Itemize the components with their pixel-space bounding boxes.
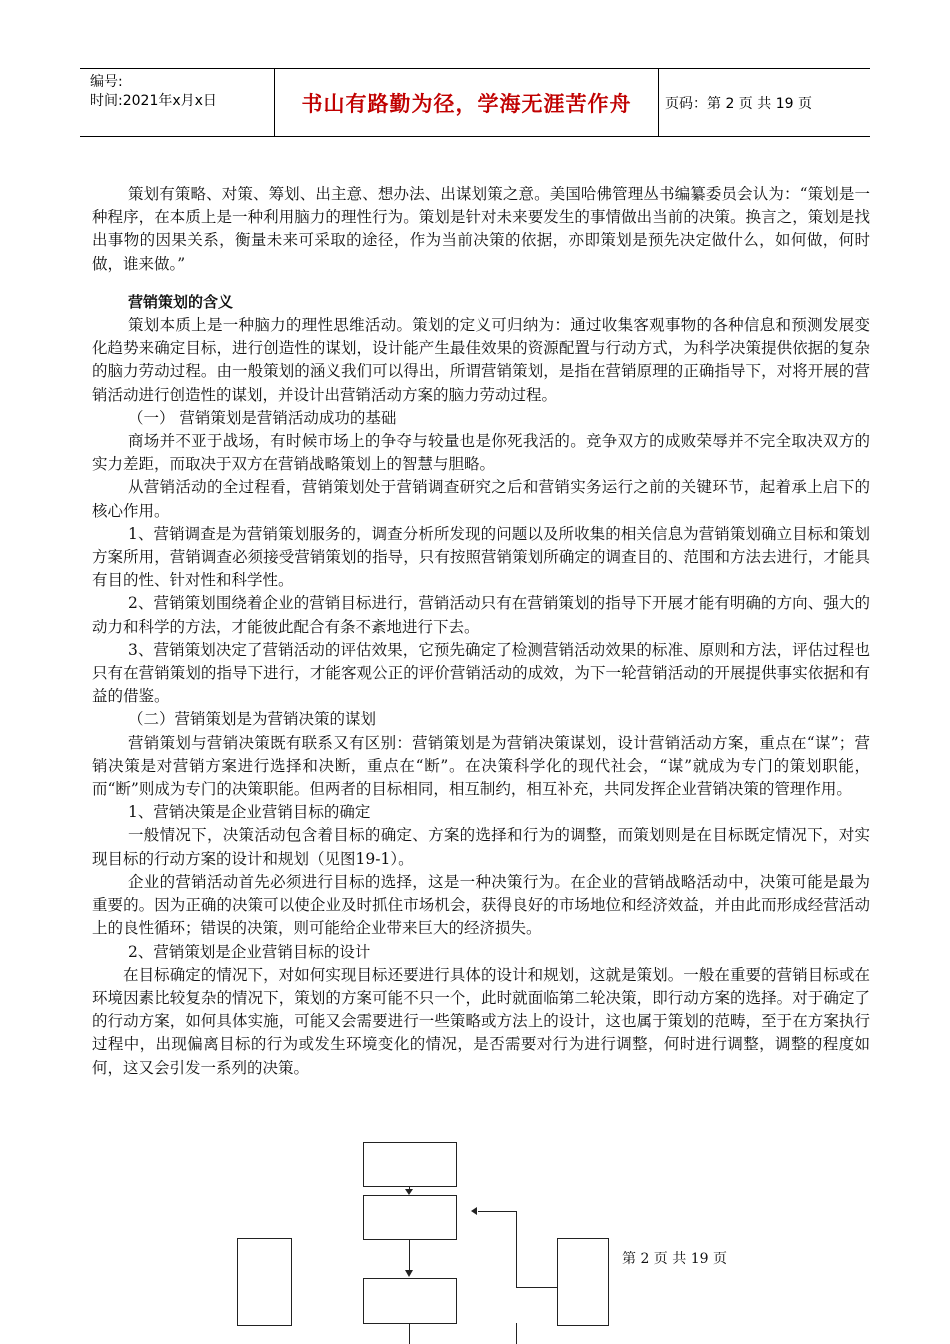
header-motto: 书山有路勤为径，学海无涯苦作舟 [301,91,632,116]
paragraph: 2、营销策划是企业营销目标的设计 [128,942,371,961]
doc-number: 编号: [90,74,123,90]
paragraph: 1、营销调查是为营销策划服务的，调查分析所发现的问题以及所收集的相关信息为营销策划确立目标和策划方案所用，营销调查必须接受营销策划的指导，只有按照营销策划所确定的调查目的、范围和方法去进行，才能具有目的性、针对性和科学性。 [92,524,870,590]
paragraph: 商场并不亚于战场，有时候市场上的争夺与较量也是你死我活的。竞争双方的成败荣辱并不完全取决双方的实力差距，而取决于双方在营销战略策划上的智慧与胆略。 [92,432,870,474]
arrow-down-icon [405,1270,413,1277]
arrow-down-icon [405,1189,413,1195]
subsection-heading: （二）营销策划是为营销决策的谋划 [128,710,377,729]
arrow-left-icon [471,1207,477,1215]
paragraph: 营销策划与营销决策既有联系又有区别：营销策划是为营销决策谋划，设计营销活动方案，重点在“谋”；营销决策是对营销方案进行选择和决断，重点在“断”。在决策科学化的现代社会，“谋”就成为专门的策划职能，而“断”则成为专门的决策职能。但两者的目标相同，相互制约，相互补充，共同发挥企业营销决策的管理作用。 [92,733,870,799]
subsection-heading: （一） 营销策划是营销活动成功的基础 [128,408,397,427]
paragraph: 企业的营销活动首先必须进行目标的选择，这是一种决策行为。在企业的营销战略活动中，决策可能是最为重要的。因为正确的决策可以使企业及时抓住市场机会，获得良好的市场地位和经济效益，并由此而形成经营活动上的良性循环；错误的决策，则可能给企业带来巨大的经济损失。 [92,872,870,938]
paragraph: 在目标确定的情况下，对如何实现目标还要进行具体的设计和规划，这就是策划。一般在重要的营销目标或在环境因素比较复杂的情况下，策划的方案可能不只一个，此时就面临第二轮决策，即行动方案的选择。对于确定了的行动方案，如何具体实施，可能又会需要进行一些策略或方法上的设计，这也属于策划的范畴，至于在方案执行过程中，出现偏离目标的行为或发生环境变化的情况，是否需要对行为进行调整，何时进行调整，调整的程度如何，这又会引发一系列的决策。 [92,965,870,1077]
footer-page-number: 第 2 页 共 19 页 [620,1248,729,1268]
paragraph: 策划有策略、对策、筹划、出主意、想办法、出谋划策之意。美国哈佛管理丛书编纂委员会认为：“策划是一种程序，在本质上是一种利用脑力的理性行为。策划是针对未来要发生的事情做出当前的决策。换言之，策划是找出事物的因果关系，衡量未来可采取的途径，作为当前决策的依据，亦即策划是预先决定做什么，如何做，何时做，谁来做。” [92,185,870,273]
paragraph: 一般情况下，决策活动包含着目标的确定、方案的选择和行为的调整，而策划则是在目标既定情况下，对实现目标的行动方案的设计和规划（见图19-1）。 [92,826,870,868]
doc-time: 时间:2021年x月x日 [90,93,217,109]
paragraph: 3、营销策划决定了营销活动的评估效果，它预先确定了检测营销活动效果的标准、原则和方法，评估过程也只有在营销策划的指导下进行，才能客观公正的评价营销活动的成效，为下一轮营销活动的开展提供事实依据和有益的借鉴。 [92,640,870,706]
paragraph: 1、营销决策是企业营销目标的确定 [128,803,371,822]
paragraph: 2、营销策划围绕着企业的营销目标进行，营销活动只有在营销策划的指导下开展才能有明确的方向、强大的动力和科学的方法，才能彼此配合有条不紊地进行下去。 [92,594,870,636]
paragraph: 策划本质上是一种脑力的理性思维活动。策划的定义可归纳为：通过收集客观事物的各种信息和预测发展变化趋势来确定目标，进行创造性的谋划，设计能产生最佳效果的资源配置与行动方式，为科学决策提供依据的复杂的脑力劳动过程。由一般策划的涵义我们可以得出，所谓营销策划，是指在营销原理的正确指导下，对将开展的营销活动进行创造性的谋划，并设计出营销活动方案的脑力劳动过程。 [92,316,870,404]
paragraph: 从营销活动的全过程看，营销策划处于营销调查研究之后和营销实务运行之前的关键环节，起着承上启下的核心作用。 [92,478,870,520]
section-heading: 营销策划的含义 [128,292,234,311]
header-page-number: 页码：第 2 页 共 19 页 [665,95,812,112]
